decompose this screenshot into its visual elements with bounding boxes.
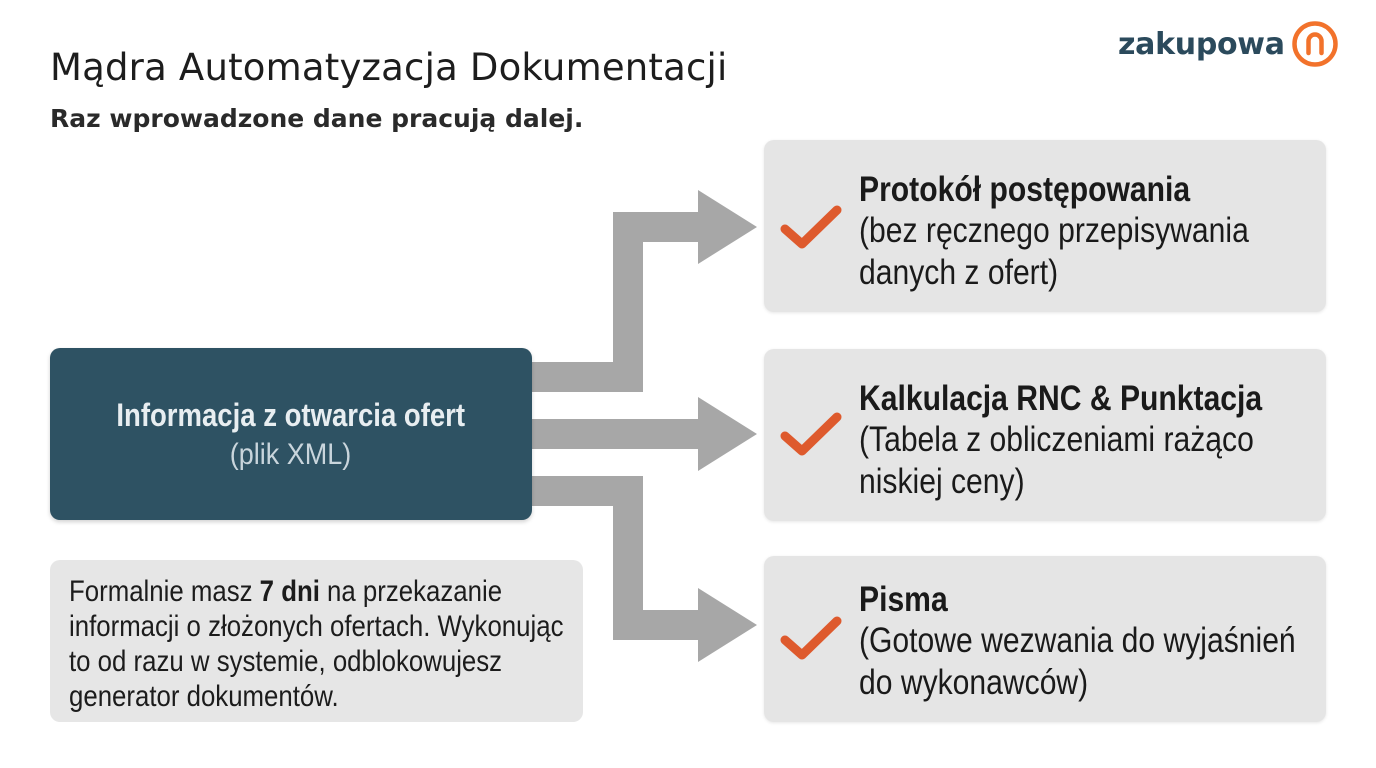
- arrow-right-icon: [698, 190, 757, 264]
- card-description: (Tabela z obliczeniami rażąco niskiej ceny): [859, 420, 1254, 501]
- connector-run-top: [613, 212, 703, 242]
- checkmark-icon: [780, 410, 842, 460]
- card-title: Pisma: [859, 580, 948, 619]
- note-box: [50, 560, 583, 722]
- arrow-right-icon: [698, 397, 757, 471]
- source-title: Informacja z otwarcia ofert: [116, 396, 466, 433]
- checkmark-icon: [780, 203, 842, 253]
- output-card-letters: [764, 556, 1326, 722]
- card-text: [859, 580, 1306, 704]
- note-highlight: 7 dni: [259, 575, 320, 608]
- card-text: [859, 379, 1306, 503]
- source-subtitle: (plik XML): [230, 437, 352, 471]
- connector-run-bottom: [613, 610, 703, 640]
- card-description: (bez ręcznego przepisywania danych z ofert): [859, 211, 1249, 292]
- card-text: [859, 170, 1306, 294]
- logo-text: zakupowa: [1118, 26, 1285, 62]
- card-description: (Gotowe wezwania do wyjaśnień do wykonawców): [859, 621, 1296, 702]
- source-box: [50, 348, 532, 520]
- connector-run-middle: [530, 419, 703, 449]
- page-title: Mądra Automatyzacja Dokumentacji: [50, 46, 728, 89]
- output-card-rnc: [764, 349, 1326, 521]
- note-text-before: Formalnie masz: [69, 575, 260, 608]
- note-text: [69, 574, 576, 714]
- note-text-after: na przekazanie informacji o złożonych ofertach. Wykonując to od razu w systemie, odblokowujesz generator dokumentów.: [69, 575, 564, 713]
- arrow-right-icon: [698, 588, 757, 662]
- card-title: Kalkulacja RNC & Punktacja: [859, 379, 1263, 418]
- checkmark-icon: [780, 614, 842, 664]
- page-subtitle: Raz wprowadzone dane pracują dalej.: [50, 104, 584, 133]
- card-title: Protokół postępowania: [859, 170, 1191, 209]
- output-card-protocol: [764, 140, 1326, 312]
